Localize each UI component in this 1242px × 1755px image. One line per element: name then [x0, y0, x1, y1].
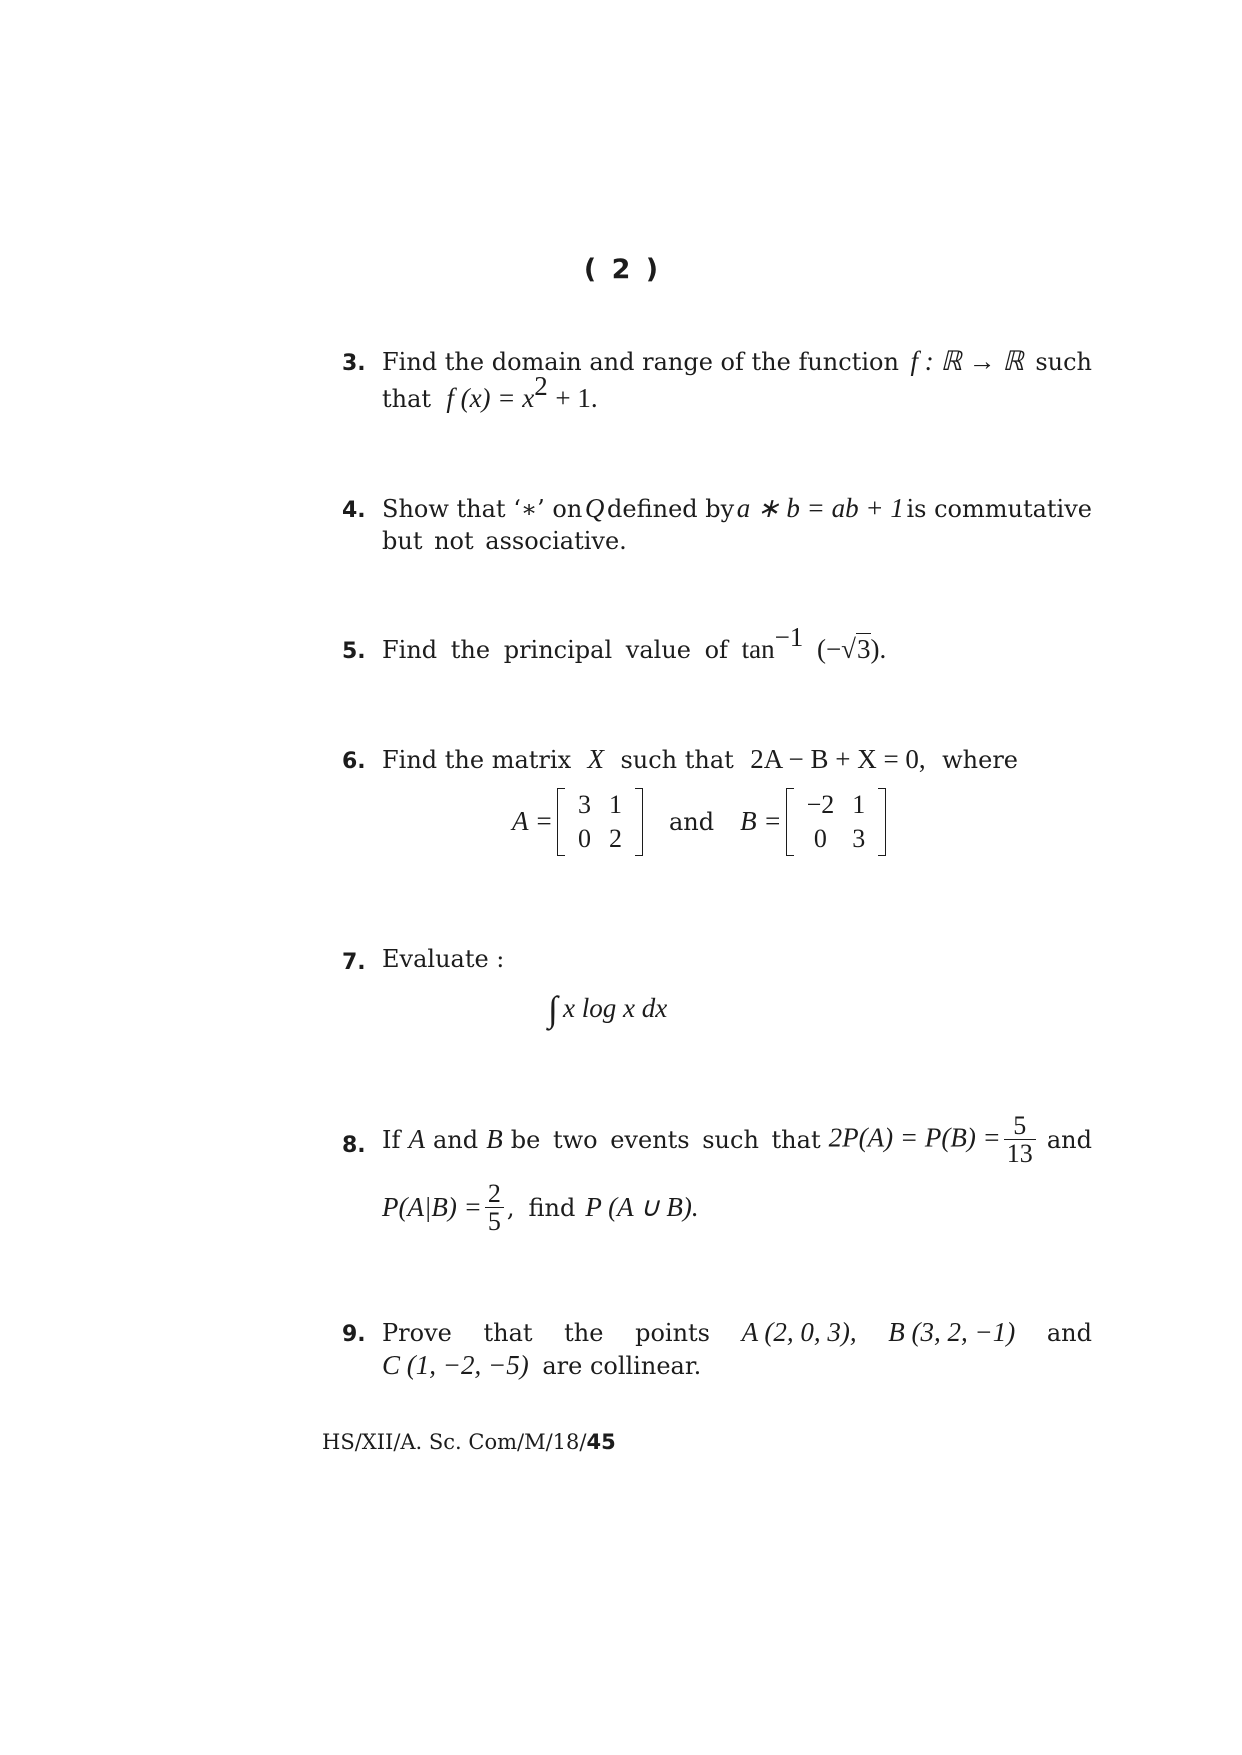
q6-where: where	[942, 746, 1018, 774]
point-a: A (2, 0, 3),	[741, 1317, 857, 1347]
matrix-b	[786, 788, 887, 856]
question-number: 6.	[342, 749, 366, 774]
q4-operation: a ∗ b = ab + 1	[736, 493, 904, 523]
page-number: ( 2 )	[583, 254, 659, 285]
q3-function: f : ℝ → ℝ	[910, 346, 1024, 376]
q9-that: that	[483, 1319, 533, 1347]
q6-text: Find the matrix	[382, 746, 572, 774]
q5-text: Find the principal value of	[382, 636, 728, 664]
q4-a: Show that ‘∗’ on	[382, 495, 583, 523]
q3-sup: 2	[534, 371, 548, 401]
question-7-integral	[548, 988, 667, 1030]
matrix-cell: 2	[608, 823, 622, 853]
q8-if: If	[382, 1125, 401, 1154]
question-number: 3.	[342, 351, 366, 376]
q8-text: be two events such that	[510, 1125, 821, 1154]
q8-conditional: P(A|B) =	[382, 1192, 482, 1223]
q8-and: and	[433, 1125, 479, 1154]
question-number: 4.	[342, 498, 366, 523]
q8-event-b: B	[486, 1124, 503, 1155]
question-9-line-1	[382, 1317, 1092, 1348]
q3-end: + 1.	[555, 383, 598, 413]
matrix-cell: −2	[806, 790, 835, 819]
paper-code-text: HS/XII/A. Sc. Com/M/18/	[322, 1430, 587, 1454]
q3-fx: f (x) = x	[446, 383, 535, 413]
question-8-line-2	[382, 1180, 699, 1236]
matrix-cell: 3	[577, 790, 591, 819]
q5-sup: −1	[774, 622, 804, 652]
q5-radicand: 3	[857, 634, 871, 664]
q9-the: the	[564, 1319, 604, 1347]
matrix-cell: 1	[608, 790, 622, 819]
q6-and: and	[668, 807, 715, 836]
q6-equation: 2A − B + X = 0,	[750, 744, 926, 774]
q3-that: that	[382, 385, 432, 413]
q3-text: Find the domain and range of the function	[382, 348, 899, 376]
frac-numerator: 5	[1004, 1112, 1036, 1140]
q4-c: defined by	[607, 495, 735, 523]
matrix-a-label: A =	[512, 806, 553, 837]
q8-comma: ,	[506, 1193, 515, 1222]
q9-points: points	[635, 1319, 710, 1347]
q4-e: is commutative	[906, 495, 1092, 523]
question-4-line-2: but not associative.	[382, 527, 627, 555]
question-number: 9.	[342, 1322, 366, 1347]
frac-numerator: 2	[485, 1180, 504, 1208]
q6-such: such that	[620, 746, 734, 774]
q5-open: (−	[816, 634, 842, 664]
q8-equation: 2P(A) = P(B) =	[828, 1122, 1001, 1153]
question-7-text: Evaluate :	[382, 945, 505, 973]
point-b: B (3, 2, −1)	[888, 1317, 1016, 1347]
q5-close: ).	[870, 634, 887, 664]
q8-event-a: A	[408, 1124, 425, 1155]
q3-such: such	[1035, 348, 1092, 376]
matrix-cell: 0	[813, 823, 827, 853]
question-3-line-1	[382, 346, 1092, 377]
question-6-line-1	[382, 744, 1018, 775]
q9-collinear: are collinear.	[542, 1352, 702, 1380]
q5-func: tan	[741, 634, 775, 664]
question-5: Find the principal value of $\tan^{-1} (-√3)$.	[382, 622, 887, 664]
question-number: 5.	[342, 639, 366, 664]
question-3-line-2	[382, 371, 598, 414]
matrix-cell: 3	[852, 823, 866, 853]
fraction-2-5	[485, 1180, 504, 1236]
q8-find: find	[528, 1193, 576, 1222]
q8-union: P (A ∪ B).	[585, 1192, 699, 1223]
frac-denominator: 5	[487, 1207, 501, 1237]
q9-prove: Prove	[382, 1319, 452, 1347]
matrix-cell: 1	[852, 790, 866, 819]
fraction-5-13	[1004, 1112, 1036, 1168]
integral-expression: x log x dx	[562, 993, 668, 1023]
question-number: 7.	[342, 950, 366, 975]
q8-and-end: and	[1046, 1125, 1092, 1154]
paper-code	[322, 1430, 616, 1454]
q6-var: X	[587, 744, 605, 774]
question-4-line-1	[382, 493, 1092, 524]
question-9-line-2	[382, 1350, 701, 1381]
matrix-b-label: B =	[740, 806, 782, 837]
question-6-matrices	[512, 788, 886, 856]
integral-sign: ∫	[548, 989, 558, 1029]
matrix-cell: 0	[577, 823, 591, 853]
point-c: C (1, −2, −5)	[382, 1350, 529, 1380]
frac-denominator: 13	[1006, 1139, 1033, 1169]
question-8-line-1	[382, 1112, 1092, 1168]
matrix-a	[557, 788, 643, 856]
paper-code-bold: 45	[586, 1430, 616, 1454]
q4-set: Q	[584, 493, 605, 523]
question-number: 8.	[342, 1133, 366, 1158]
q9-and: and	[1046, 1319, 1092, 1347]
